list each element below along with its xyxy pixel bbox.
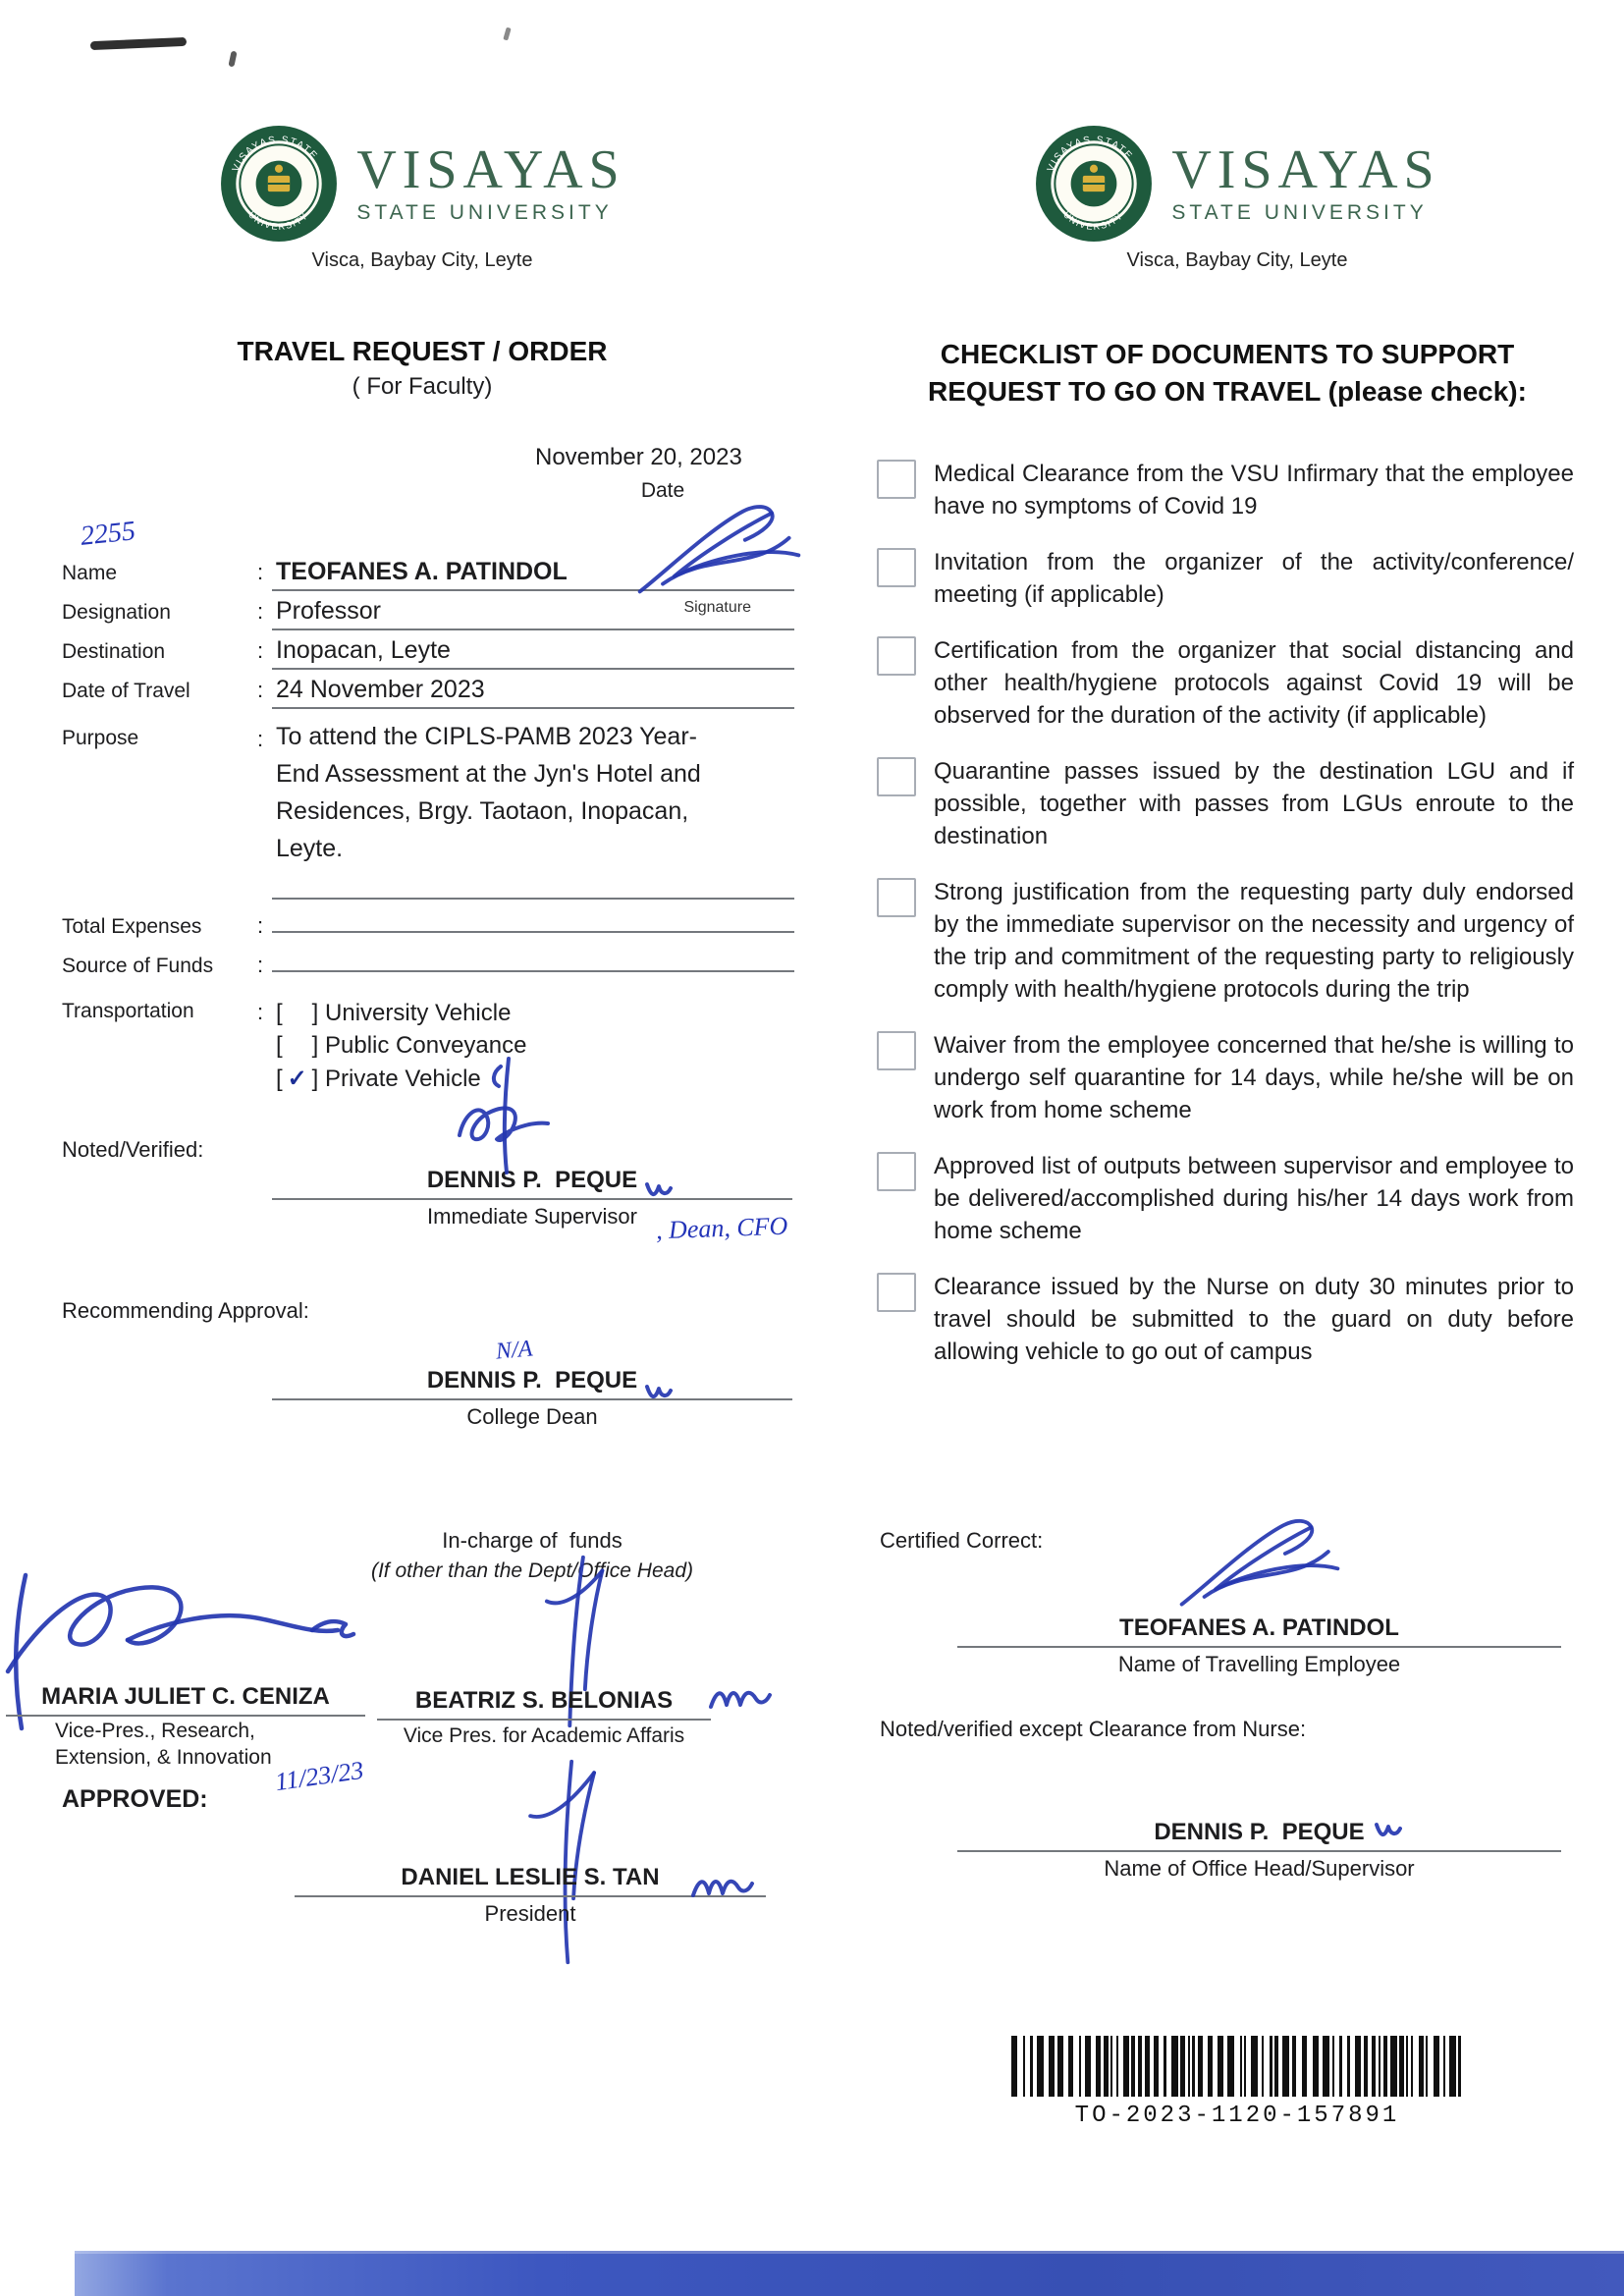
recommending-name: DENNIS P. PEQUE — [272, 1367, 792, 1400]
field-label: Purpose — [62, 727, 139, 749]
signature-caption: Signature — [683, 599, 751, 616]
barcode — [938, 2023, 1537, 2129]
bracket: [ — [276, 1066, 283, 1092]
checklist-checkbox — [877, 460, 916, 499]
checklist-checkbox — [877, 878, 916, 917]
checklist-item-text: Approved list of outputs between supervisor and employee to be delivered/accomplished during his/her 14 days work from home scheme — [934, 1153, 1574, 1244]
daniel-role: President — [484, 1901, 576, 1926]
university-address: Visca, Baybay City, Leyte — [311, 249, 533, 271]
checklist-item-text: Clearance issued by the Nurse on duty 30 minutes prior to travel should be submitted to the guard on duty before allowing vehicle to go out of campus — [934, 1274, 1574, 1365]
checklist-title-block — [884, 336, 1571, 410]
noted-role: Immediate Supervisor — [427, 1204, 637, 1229]
university-name: VISAYAS — [356, 139, 625, 200]
transport-option-label: Public Conveyance — [325, 1032, 527, 1059]
beatriz-name: BEATRIZ S. BELONIAS — [377, 1687, 711, 1721]
checklist-checkbox — [877, 1031, 916, 1070]
field-colon: : — [257, 599, 264, 624]
field-value-source-of-funds — [272, 939, 794, 972]
university-seal-icon — [1034, 124, 1154, 244]
field-label: Date of Travel — [62, 680, 190, 702]
svg-text:UNIVERSITY: UNIVERSITY — [246, 209, 311, 232]
university-header-left — [118, 124, 727, 272]
maria-name: MARIA JULIET C. CENIZA — [6, 1683, 365, 1717]
noted-name: DENNIS P. PEQUE — [272, 1167, 792, 1200]
checklist-title-line2: REQUEST TO GO ON TRAVEL (please check): — [928, 376, 1527, 407]
beatriz-sign-block — [377, 1687, 711, 1748]
maria-role-line2: Extension, & Innovation — [55, 1746, 272, 1769]
checklist-checkbox — [877, 1273, 916, 1312]
checklist-item-text: Medical Clearance from the VSU Infirmary that the employee have no symptoms of Covid 19 — [934, 461, 1574, 519]
field-row-destination — [62, 636, 794, 676]
noted-verified-label: Noted/Verified: — [62, 1137, 204, 1162]
field-colon: : — [257, 913, 264, 938]
field-label: Transportation — [62, 1000, 194, 1022]
checklist-item-text: Strong justification from the requesting party duly endorsed by the immediate supervisor on the necessity and urgency of the trip and commitment of the requesting party to religiously comply with health/hygiene protocols during the trip — [934, 879, 1574, 1003]
field-label: Designation — [62, 601, 171, 624]
incharge-line1: In-charge of funds — [442, 1528, 623, 1553]
checklist-checkbox — [877, 757, 916, 796]
checklist — [877, 458, 1574, 1392]
scan-artifact-apostrophe — [503, 27, 511, 41]
recommending-role: College Dean — [466, 1404, 598, 1429]
check-mark: ✓ — [287, 1066, 307, 1092]
checklist-item — [877, 1029, 1574, 1126]
certified-correct-label: Certified Correct: — [880, 1528, 1044, 1553]
field-row-total-expenses — [62, 900, 794, 939]
office-head-role: Name of Office Head/Supervisor — [1104, 1856, 1415, 1881]
daniel-name: DANIEL LESLIE S. TAN — [295, 1864, 766, 1897]
field-colon: : — [257, 638, 264, 663]
checklist-item — [877, 755, 1574, 852]
bracket: ] — [311, 1000, 319, 1026]
field-label: Total Expenses — [62, 915, 202, 938]
field-colon: : — [257, 678, 264, 702]
field-colon: : — [257, 727, 264, 751]
field-label: Destination — [62, 640, 166, 663]
certified-sign-block — [957, 1614, 1561, 1677]
certified-name: TEOFANES A. PATINDOL — [957, 1614, 1561, 1648]
field-label: Source of Funds — [62, 955, 214, 977]
svg-text:VISAYAS STATE: VISAYAS STATE — [231, 135, 320, 174]
checklist-item — [877, 876, 1574, 1006]
field-value-total-expenses — [272, 900, 794, 933]
signature-teofanes-patindol — [1137, 1510, 1382, 1618]
form-title-block — [98, 336, 746, 401]
field-colon: : — [257, 1000, 264, 1024]
transport-option-label: University Vehicle — [325, 1000, 512, 1026]
handwritten-dean-annotation: , Dean, CFO — [655, 1211, 788, 1245]
field-value-designation: Professor — [272, 597, 794, 630]
field-row-designation — [62, 597, 794, 636]
beatriz-role: Vice Pres. for Academic Affaris — [403, 1724, 685, 1747]
field-row-source-of-funds — [62, 939, 794, 978]
field-value-destination: Inopacan, Leyte — [272, 636, 794, 670]
form-subtitle: ( For Faculty) — [352, 373, 493, 400]
field-label: Name — [62, 562, 118, 584]
form-date-block — [535, 444, 790, 503]
university-subtitle: STATE UNIVERSITY — [356, 201, 613, 224]
purpose-line: To attend the CIPLS-PAMB 2023 Year- — [276, 723, 697, 750]
checklist-checkbox — [877, 1152, 916, 1191]
field-row-transportation — [62, 1000, 794, 1097]
university-name: VISAYAS — [1171, 139, 1440, 200]
daniel-sign-block — [295, 1864, 766, 1927]
incharge-of-funds-block — [272, 1528, 792, 1583]
barcode-text: TO-2023-1120-157891 — [1074, 2103, 1400, 2129]
field-value-name: TEOFANES A. PATINDOL — [272, 558, 794, 591]
field-colon: : — [257, 560, 264, 584]
purpose-line: End Assessment at the Jyn's Hotel and — [276, 760, 701, 788]
scan-artifact-line — [90, 37, 187, 50]
recommending-sign-block — [272, 1367, 792, 1430]
svg-text:VISAYAS STATE: VISAYAS STATE — [1046, 135, 1135, 174]
university-seal-icon — [219, 124, 339, 244]
barcode-bars — [1011, 2036, 1463, 2097]
incharge-line2: (If other than the Dept/Office Head) — [370, 1559, 693, 1582]
maria-role-line1: Vice-Pres., Research, — [55, 1720, 255, 1742]
field-colon: : — [257, 953, 264, 977]
office-head-sign-block — [957, 1819, 1561, 1882]
transport-option-university-vehicle — [276, 1000, 794, 1032]
bracket: ] — [311, 1032, 319, 1059]
checklist-item — [877, 634, 1574, 732]
signature-daniel-tan — [511, 1756, 638, 1967]
purpose-line: Residences, Brgy. Taotaon, Inopacan, — [276, 797, 689, 825]
certified-role: Name of Travelling Employee — [1117, 1652, 1401, 1676]
scan-bottom-blue-strip — [75, 2251, 1624, 2296]
checklist-item — [877, 1150, 1574, 1247]
form-date-label: Date — [640, 479, 685, 502]
checklist-item — [877, 1271, 1574, 1368]
recommending-approval-label: Recommending Approval: — [62, 1298, 309, 1323]
handwritten-reference-number: 2255 — [79, 516, 137, 552]
checklist-checkbox — [877, 636, 916, 676]
field-value-date-of-travel: 24 November 2023 — [272, 676, 794, 709]
checklist-checkbox — [877, 548, 916, 587]
checklist-item-text: Invitation from the organizer of the activity/conference/ meeting (if applicable) — [934, 549, 1574, 608]
checklist-item-text: Certification from the organizer that social distancing and other health/hygiene protocols against Covid 19 will be observed for the duration of the activity (if applicable) — [934, 637, 1574, 729]
checklist-item — [877, 458, 1574, 522]
handwritten-approval-date: 11/23/23 — [273, 1755, 366, 1797]
form-fields — [62, 558, 794, 1097]
checklist-title-line1: CHECKLIST OF DOCUMENTS TO SUPPORT — [940, 339, 1515, 369]
bracket: ] — [311, 1066, 319, 1092]
transport-option-public-conveyance — [276, 1032, 794, 1065]
transport-option-label: Private Vehicle — [325, 1066, 481, 1092]
noted-except-label: Noted/verified except Clearance from Nurse: — [880, 1717, 1307, 1741]
purpose-line: Leyte. — [276, 835, 344, 862]
form-title: TRAVEL REQUEST / ORDER — [237, 336, 608, 366]
university-subtitle: STATE UNIVERSITY — [1171, 201, 1428, 224]
signature-flourish — [705, 1677, 774, 1722]
approved-label: APPROVED: — [62, 1785, 208, 1813]
transport-option-private-vehicle — [276, 1065, 794, 1097]
handwritten-na: N/A — [494, 1336, 534, 1365]
scan-artifact-mark — [228, 51, 237, 68]
office-head-name: DENNIS P. PEQUE — [957, 1819, 1561, 1852]
checklist-item-text: Quarantine passes issued by the destination LGU and if possible, together with passes from LGUs enroute to the destination — [934, 758, 1574, 849]
field-row-purpose — [62, 723, 794, 872]
university-address: Visca, Baybay City, Leyte — [1126, 249, 1348, 271]
ruled-line — [272, 872, 794, 900]
svg-text:UNIVERSITY: UNIVERSITY — [1061, 209, 1126, 232]
university-header-right — [933, 124, 1542, 272]
field-row-date-of-travel — [62, 676, 794, 715]
checklist-item-text: Waiver from the employee concerned that he/she is willing to undergo self quarantine for 14 days, while he/she will be on work from home scheme — [934, 1032, 1574, 1123]
checklist-item — [877, 546, 1574, 611]
maria-sign-block — [6, 1683, 365, 1770]
purpose-text — [272, 723, 794, 872]
transport-options — [272, 1000, 794, 1097]
form-date-value: November 20, 2023 — [535, 444, 742, 470]
bracket: [ — [276, 1000, 283, 1026]
bracket: [ — [276, 1032, 283, 1059]
